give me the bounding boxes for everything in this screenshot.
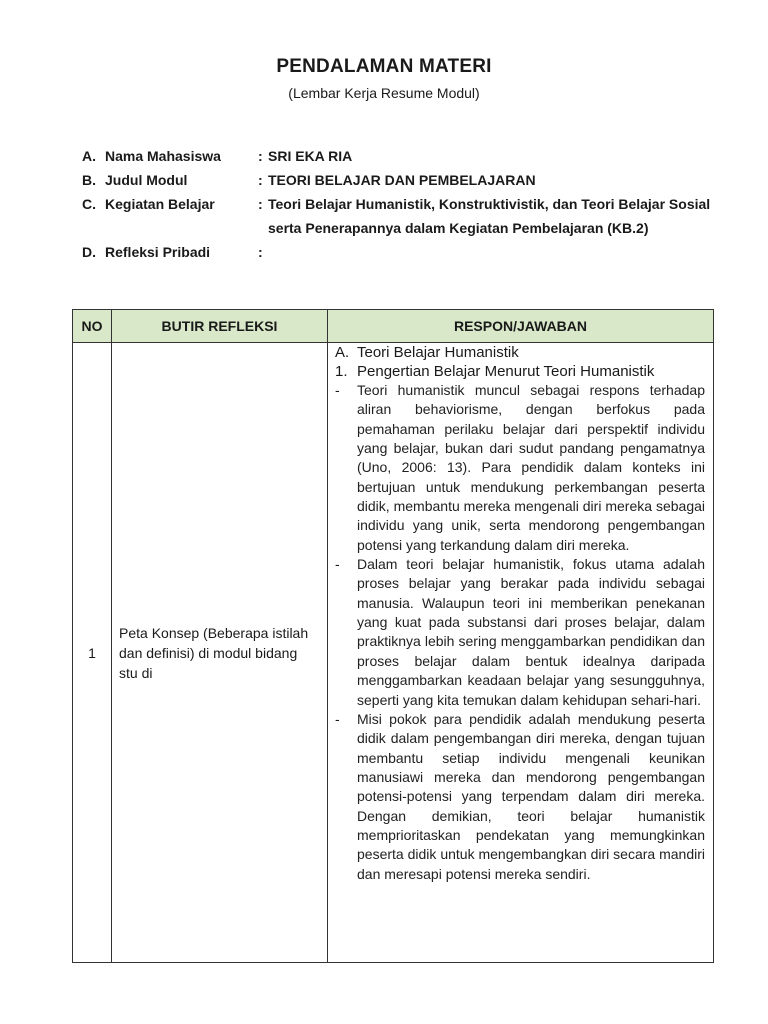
info-colon: :	[258, 196, 263, 212]
info-letter: A.	[82, 148, 96, 164]
point-text: Misi pokok para pendidik adalah mendukung peserta didik dalam pengembangan diri mereka, dengan tujuan membantu setiap individu mengenali keunikan manusiawi mereka dan mendorong pengembangan potensi-potensi yang terpendam dalam diri mereka. Dengan demikian, teori belajar humanistik memprioritaskan pendekatan yang memungkinkan peserta didik untuk mengembangkan diri secara mandiri dan meresapi potensi mereka sendiri.	[357, 710, 705, 882]
bullet-marker: -	[335, 382, 340, 398]
header-no: NO	[73, 310, 112, 343]
student-info	[82, 144, 722, 264]
list-item	[335, 381, 705, 555]
subsection-heading	[335, 362, 705, 381]
table-header-row	[73, 310, 714, 343]
table-row	[73, 343, 714, 963]
info-letter: D.	[82, 244, 96, 260]
response-cell	[328, 343, 714, 963]
info-value-judul: TEORI BELAJAR DAN PEMBELAJARAN	[268, 172, 536, 188]
header-butir-refleksi: BUTIR REFLEKSI	[112, 310, 328, 343]
info-row-judul-modul	[82, 168, 722, 192]
subsection-title: Pengertian Belajar Menurut Teori Humanistik	[357, 363, 655, 380]
butir-cell: Peta Konsep (Beberapa istilah dan definisi) di modul bidang stu di	[112, 343, 328, 963]
info-label: Nama Mahasiswa	[105, 148, 221, 164]
point-text: Dalam teori belajar humanistik, fokus utama adalah proses belajar yang berakar pada individu sebagai manusia. Walaupun teori ini memberikan penekanan yang kuat pada substansi dari proses belajar, dalam praktiknya lebih sering menggambarkan pendidikan dan proses belajar dalam bentuk idealnya daripada menggambarkan keadaan belajar yang sesungguhnya, seperti yang kita temukan dalam kehidupan sehari-hari.	[357, 556, 705, 708]
info-label: Kegiatan Belajar	[105, 196, 215, 212]
info-value-nama: SRI EKA RIA	[268, 148, 353, 164]
info-row-refleksi-pribadi	[82, 240, 722, 264]
bullet-marker: -	[335, 556, 340, 573]
info-letter: B.	[82, 172, 96, 188]
info-row-kegiatan-belajar	[82, 192, 722, 240]
subsection-marker: 1.	[335, 363, 348, 380]
info-label: Refleksi Pribadi	[105, 244, 211, 260]
section-marker: A.	[335, 344, 350, 361]
reflection-table	[72, 309, 714, 963]
info-label: Judul Modul	[105, 172, 188, 188]
point-text: Teori humanistik muncul sebagai respons terhadap aliran behaviorisme, dengan berfokus pada pemahaman perilaku belajar dari perspektif individu yang belajar, bukan dari sudut pandang pengamatnya (Uno, 2006: 13). Para pendidik dalam konteks ini bertujuan untuk mendukung perkembangan peserta didik, membantu mereka mengenali diri mereka sebagai individu yang unik, serta mendorong pengembangan potensi yang terkandung dalam diri mereka.	[357, 382, 705, 553]
info-value-refleksi	[268, 240, 722, 264]
info-colon: :	[258, 172, 263, 188]
info-letter: C.	[82, 196, 96, 212]
info-colon: :	[258, 148, 263, 164]
list-item	[335, 710, 705, 884]
section-title: Teori Belajar Humanistik	[357, 344, 519, 361]
info-value-kegiatan: Teori Belajar Humanistik, Konstruktivistik, dan Teori Belajar Sosial serta Penerapannya dalam Kegiatan Pembelajaran (KB.2)	[268, 196, 711, 236]
section-heading	[335, 343, 705, 362]
list-item	[335, 555, 705, 710]
page-subtitle: (Lembar Kerja Resume Modul)	[288, 85, 480, 101]
bullet-marker: -	[335, 710, 340, 727]
row-number: 1	[73, 343, 112, 963]
info-row-nama-mahasiswa	[82, 144, 722, 168]
page-title: PENDALAMAN MATERI	[276, 56, 492, 77]
info-colon: :	[258, 244, 263, 260]
header-respon-jawaban: RESPON/JAWABAN	[328, 310, 714, 343]
